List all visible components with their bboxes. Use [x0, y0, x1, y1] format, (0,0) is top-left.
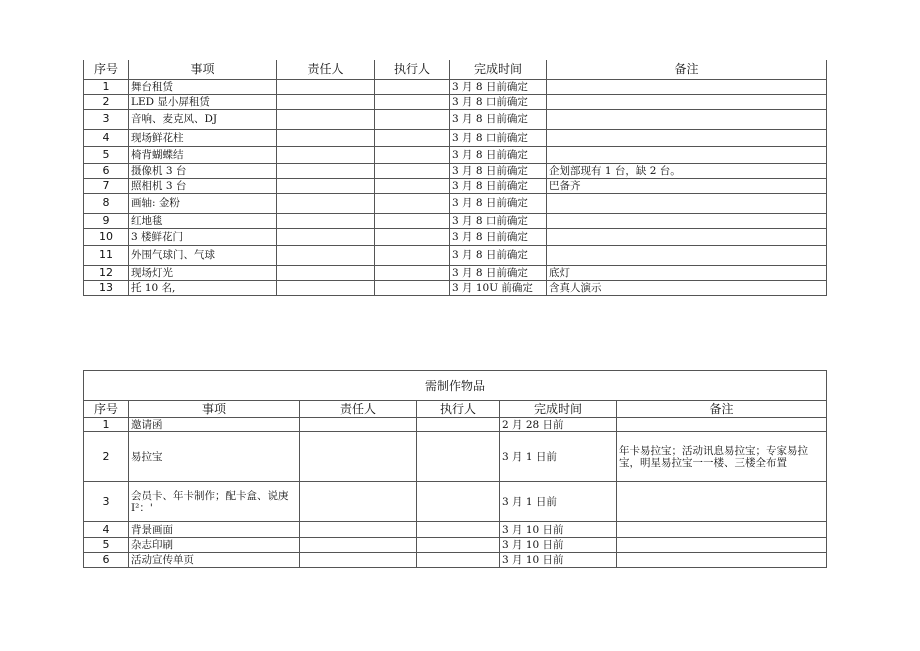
cell-owner	[277, 213, 375, 228]
cell-exec	[417, 432, 500, 482]
cell-exec	[417, 482, 500, 522]
cell-note	[547, 109, 827, 129]
cell-time: 3 月 8 日前确定	[450, 193, 547, 213]
cell-item: 活动宣传单页	[129, 553, 300, 568]
cell-owner	[277, 245, 375, 265]
table-row	[84, 265, 827, 280]
cell-owner	[277, 109, 375, 129]
cell-owner	[300, 482, 417, 522]
header-cell: 备注	[617, 401, 827, 418]
cell-no: 2	[84, 432, 129, 482]
cell-owner	[300, 432, 417, 482]
cell-time: 3 月 8 口前确定	[450, 94, 547, 109]
cell-note	[547, 129, 827, 146]
cell-item: 背景画面	[129, 522, 300, 538]
cell-note: 年卡易拉宝；活动讯息易拉宝；专家易拉宝，明星易拉宝一一楼、三楼全布置	[617, 432, 827, 482]
table-header-row	[84, 60, 827, 79]
table-row	[84, 129, 827, 146]
table-row	[84, 553, 827, 568]
header-cell: 责任人	[277, 60, 375, 79]
cell-item: 会员卡、年卡制作；配卡盒、说庚 I²：'	[129, 482, 300, 522]
header-cell: 完成时间	[500, 401, 617, 418]
cell-no: 6	[84, 163, 129, 178]
table-row	[84, 213, 827, 228]
cell-time: 3 月 10 日前	[500, 522, 617, 538]
cell-note	[547, 146, 827, 163]
cell-no: 9	[84, 213, 129, 228]
table-title-row	[84, 371, 827, 401]
cell-exec	[375, 228, 450, 245]
cell-no: 1	[84, 418, 129, 432]
cell-owner	[300, 418, 417, 432]
cell-note: 底灯	[547, 265, 827, 280]
table-row	[84, 193, 827, 213]
cell-time: 3 月 8 口前确定	[450, 129, 547, 146]
table-row	[84, 245, 827, 265]
cell-note	[547, 228, 827, 245]
table-row	[84, 146, 827, 163]
cell-owner	[277, 265, 375, 280]
table-row	[84, 482, 827, 522]
cell-item: 舞台租赁	[129, 79, 277, 94]
header-cell: 执行人	[417, 401, 500, 418]
header-cell: 事项	[129, 401, 300, 418]
cell-item: 音响、麦克风、DJ	[129, 109, 277, 129]
table-row	[84, 538, 827, 553]
cell-note: 含真人演示	[547, 280, 827, 295]
cell-exec	[375, 280, 450, 295]
cell-no: 8	[84, 193, 129, 213]
cell-time: 2 月 28 日前	[500, 418, 617, 432]
cell-owner	[277, 178, 375, 193]
cell-exec	[375, 129, 450, 146]
header-cell: 序号	[84, 60, 129, 79]
cell-exec	[417, 538, 500, 553]
table-row	[84, 79, 827, 94]
header-cell: 事项	[129, 60, 277, 79]
cell-no: 4	[84, 522, 129, 538]
cell-time: 3 月 8 日前确定	[450, 79, 547, 94]
cell-owner	[277, 280, 375, 295]
cell-exec	[375, 94, 450, 109]
cell-no: 11	[84, 245, 129, 265]
cell-item: 外围气球门、气球	[129, 245, 277, 265]
header-cell: 完成时间	[450, 60, 547, 79]
cell-item: 画轴: 金粉	[129, 193, 277, 213]
cell-exec	[375, 178, 450, 193]
cell-no: 4	[84, 129, 129, 146]
cell-no: 5	[84, 146, 129, 163]
cell-no: 7	[84, 178, 129, 193]
table-row	[84, 280, 827, 295]
cell-exec	[417, 553, 500, 568]
cell-item: 照相机 3 台	[129, 178, 277, 193]
cell-time: 3 月 1 日前	[500, 482, 617, 522]
cell-exec	[417, 522, 500, 538]
header-cell: 序号	[84, 401, 129, 418]
cell-owner	[277, 94, 375, 109]
table-row	[84, 178, 827, 193]
cell-exec	[375, 265, 450, 280]
cell-note: 巴备齐	[547, 178, 827, 193]
cell-note	[617, 538, 827, 553]
cell-owner	[277, 193, 375, 213]
cell-exec	[375, 109, 450, 129]
cell-owner	[300, 553, 417, 568]
cell-exec	[375, 79, 450, 94]
table-header-row	[84, 401, 827, 418]
cell-time: 3 月 10U 前确定	[450, 280, 547, 295]
cell-no: 3	[84, 109, 129, 129]
header-cell: 备注	[547, 60, 827, 79]
cell-owner	[277, 79, 375, 94]
table-row	[84, 163, 827, 178]
cell-note	[617, 553, 827, 568]
cell-time: 3 月 10 日前	[500, 538, 617, 553]
table-row	[84, 94, 827, 109]
event-items-table	[83, 60, 827, 296]
cell-time: 3 月 8 日前确定	[450, 109, 547, 129]
cell-item: 椅背蝴蝶结	[129, 146, 277, 163]
cell-no: 3	[84, 482, 129, 522]
cell-time: 3 月 8 日前确定	[450, 265, 547, 280]
table-row	[84, 522, 827, 538]
cell-item: 易拉宝	[129, 432, 300, 482]
cell-no: 13	[84, 280, 129, 295]
table-row	[84, 432, 827, 482]
cell-no: 12	[84, 265, 129, 280]
header-cell: 责任人	[300, 401, 417, 418]
cell-item: 托 10 名,	[129, 280, 277, 295]
cell-item: 杂志印刷	[129, 538, 300, 553]
cell-item: 现场灯光	[129, 265, 277, 280]
header-cell: 执行人	[375, 60, 450, 79]
cell-item: LED 显小屏租赁	[129, 94, 277, 109]
cell-item: 现场鲜花柱	[129, 129, 277, 146]
cell-time: 3 月 8 日前确定	[450, 178, 547, 193]
cell-owner	[277, 163, 375, 178]
cell-time: 3 月 8 日前确定	[450, 228, 547, 245]
cell-no: 6	[84, 553, 129, 568]
cell-item: 邀请函	[129, 418, 300, 432]
cell-exec	[375, 213, 450, 228]
cell-item: 摄像机 3 台	[129, 163, 277, 178]
cell-no: 10	[84, 228, 129, 245]
cell-no: 5	[84, 538, 129, 553]
cell-owner	[300, 538, 417, 553]
table-row	[84, 228, 827, 245]
cell-note	[547, 245, 827, 265]
cell-note	[617, 482, 827, 522]
cell-note	[547, 79, 827, 94]
table-title: 需制作物品	[84, 371, 827, 401]
cell-owner	[277, 129, 375, 146]
cell-note	[547, 213, 827, 228]
cell-note	[547, 94, 827, 109]
cell-exec	[375, 193, 450, 213]
cell-no: 2	[84, 94, 129, 109]
cell-time: 3 月 8 口前确定	[450, 213, 547, 228]
cell-note	[617, 418, 827, 432]
cell-note: 企划部现有 1 台，缺 2 台。	[547, 163, 827, 178]
cell-exec	[375, 163, 450, 178]
cell-exec	[375, 245, 450, 265]
cell-exec	[375, 146, 450, 163]
cell-exec	[417, 418, 500, 432]
production-items-table	[83, 370, 827, 568]
cell-time: 3 月 1 日前	[500, 432, 617, 482]
cell-no: 1	[84, 79, 129, 94]
cell-owner	[277, 146, 375, 163]
cell-owner	[277, 228, 375, 245]
cell-note	[617, 522, 827, 538]
cell-time: 3 月 10 日前	[500, 553, 617, 568]
cell-owner	[300, 522, 417, 538]
cell-item: 3 楼鲜花门	[129, 228, 277, 245]
cell-item: 红地毯	[129, 213, 277, 228]
cell-time: 3 月 8 日前确定	[450, 245, 547, 265]
table-row	[84, 418, 827, 432]
cell-time: 3 月 8 日前确定	[450, 163, 547, 178]
table-row	[84, 109, 827, 129]
cell-time: 3 月 8 日前确定	[450, 146, 547, 163]
cell-note	[547, 193, 827, 213]
